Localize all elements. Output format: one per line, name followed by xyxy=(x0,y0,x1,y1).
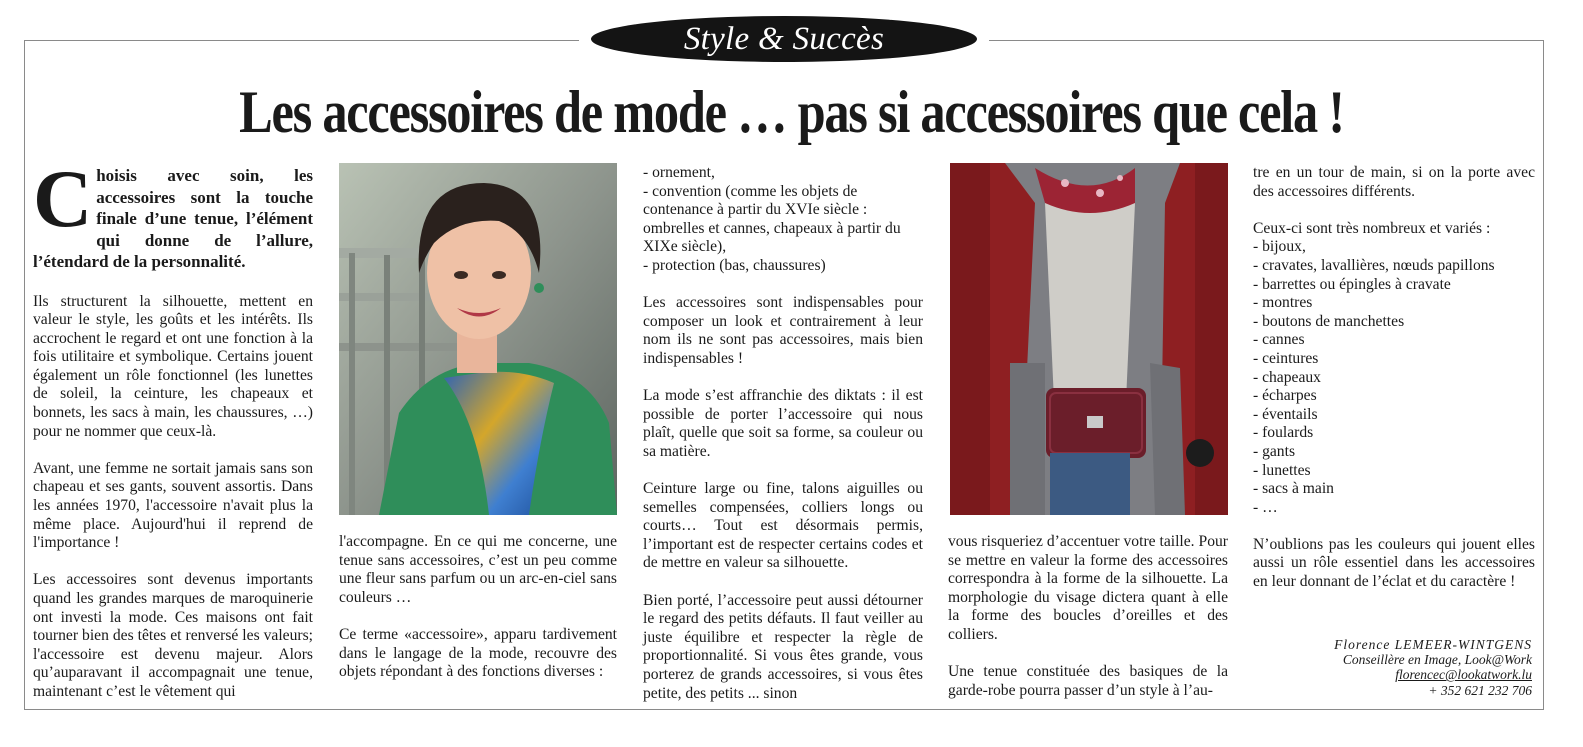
portrait-photo xyxy=(339,163,617,515)
list-item: - chapeaux xyxy=(1253,368,1321,386)
author-name: Florence LEMEER-WINTGENS xyxy=(1334,637,1532,652)
list-item: - boutons de manchettes xyxy=(1253,312,1405,330)
paragraph: l'accompagne. En ce qui me concerne, une tenue sans accessoires, c’est un peu comme une fleur sans parfum ou un arc-en-ciel sans couleurs … xyxy=(339,533,617,606)
column-2 xyxy=(339,533,617,682)
paragraph: Ceinture large ou fine, talons aiguilles ou semelles compensées, colliers longs ou courts… Tout est désormais permis, l’important est de respecter certains codes et de mettre en valeur sa silhouette. xyxy=(643,480,923,572)
list-item: - cannes xyxy=(1253,331,1305,349)
list-item: - cravates, lavallières, nœuds papillons xyxy=(1253,256,1495,274)
headline: Les accessoires de mode … pas si accessoires que cela ! xyxy=(239,79,1344,145)
list-item: - protection (bas, chaussures) xyxy=(643,256,826,274)
column-3 xyxy=(643,164,923,703)
paragraph: vous risqueriez d’accentuer votre taille. Pour se mettre en valeur la forme des accessoires correspondra à la forme de la silhouette. La morphologie du visage dictera quant à elle la forme des boucles d’oreilles et des colliers. xyxy=(948,533,1228,643)
paragraph: tre en un tour de main, si on la porte avec des accessoires différents. xyxy=(1253,164,1535,200)
list-item: - barrettes ou épingles à cravate xyxy=(1253,275,1451,293)
drop-cap: C xyxy=(33,153,93,244)
list-item: - montres xyxy=(1253,294,1313,312)
author-role: Conseillère en Image, Look@Work xyxy=(1342,652,1532,668)
author-phone: + 352 621 232 706 xyxy=(1428,682,1532,698)
list-functions xyxy=(643,164,923,276)
column-5 xyxy=(1253,164,1535,592)
column-1 xyxy=(33,153,313,702)
lede-paragraph xyxy=(33,153,313,273)
list-item: - … xyxy=(1253,498,1278,516)
lede-text: hoisis avec soin, les accessoires sont la touche finale d’une tenue, l’élément qui donne de l’allure, l’étendard de la personnalité. xyxy=(33,166,313,271)
paragraph: Avant, une femme ne sortait jamais sans son chapeau et ses gants, souvent assortis. Dans les années 1970, l'accessoire n'avait plus la même place. Aujourd'hui il reprend de l'importance ! xyxy=(33,459,313,552)
paragraph: Une tenue constituée des basiques de la garde-robe pourra passer d’un style à l’au- xyxy=(948,663,1228,699)
list-item: - gants xyxy=(1253,442,1296,460)
author-email-link[interactable]: florencec@lookatwork.lu xyxy=(1395,667,1532,683)
paragraph: Ils structurent la silhouette, mettent en valeur le style, les goûts et les intérêts. Ils accrochent le regard et ont une fonction à la fois utilitaire et symbolique. Certains jouent également un rôle fonctionnel (les lunettes de soleil, la ceinture, les chapeaux et bonnets, les sacs à main, les chaussures, …) pour ne nommer que ceux-là. xyxy=(33,292,313,440)
list-intro: Ceux-ci sont très nombreux et variés : xyxy=(1253,219,1491,237)
list-item: - foulards xyxy=(1253,424,1314,442)
list-item: - sacs à main xyxy=(1253,480,1334,498)
list-item: - ceintures xyxy=(1253,349,1319,367)
accessories-list xyxy=(1253,220,1535,518)
list-item: - convention (comme les objets de contenance à partir du XVIe siècle : ombrelles et cannes, chapeaux à partir du XIXe siècle), xyxy=(643,182,901,256)
rubric-banner xyxy=(579,14,989,66)
portrait-image xyxy=(339,163,617,515)
paragraph: Bien porté, l’accessoire peut aussi détourner le regard des petits défauts. Il faut veiller au juste équilibre et respecter la règle de proportionnalité. Si vous êtes grande, vous porterez de grands accessoires, si vous êtes petite, des petits ... sinon xyxy=(643,591,923,702)
list-item: - éventails xyxy=(1253,405,1318,423)
rubric-title: Style & Succès xyxy=(591,16,977,62)
list-item: - lunettes xyxy=(1253,461,1311,479)
paragraph: N’oublions pas les couleurs qui jouent elles aussi un rôle essentiel dans les accessoires en leur donnant de l’éclat et du caractère ! xyxy=(1253,535,1535,591)
author-signature xyxy=(1254,637,1532,698)
list-item: - ornement, xyxy=(643,164,715,181)
fashion-photo xyxy=(950,163,1228,515)
list-item: - écharpes xyxy=(1253,387,1317,405)
fashion-image xyxy=(950,163,1228,515)
paragraph: Les accessoires sont indispensables pour composer un look et contrairement à leur nom ils ne sont pas accessoires, mais bien indispensables ! xyxy=(643,294,923,367)
paragraph: Ce terme «accessoire», apparu tardivement dans le langage de la mode, recouvre des objets répondant à des fonctions diverses : xyxy=(339,625,617,681)
paragraph: Les accessoires sont devenus importants quand les grandes marques de maroquinerie ont investi la mode. Ces maisons ont fait tourner bien des têtes et renversé les valeurs; l'accessoire est devenu majeur. Alors qu’auparavant il accompagnait une tenue, maintenant c’est le vêtement qui xyxy=(33,571,313,700)
column-4 xyxy=(948,533,1228,700)
list-item: - bijoux, xyxy=(1253,238,1306,256)
paragraph: La mode s’est affranchie des diktats : il est possible de porter l’accessoire qui nous plaît, quelle que soit sa forme, sa couleur ou sa matière. xyxy=(643,387,923,460)
